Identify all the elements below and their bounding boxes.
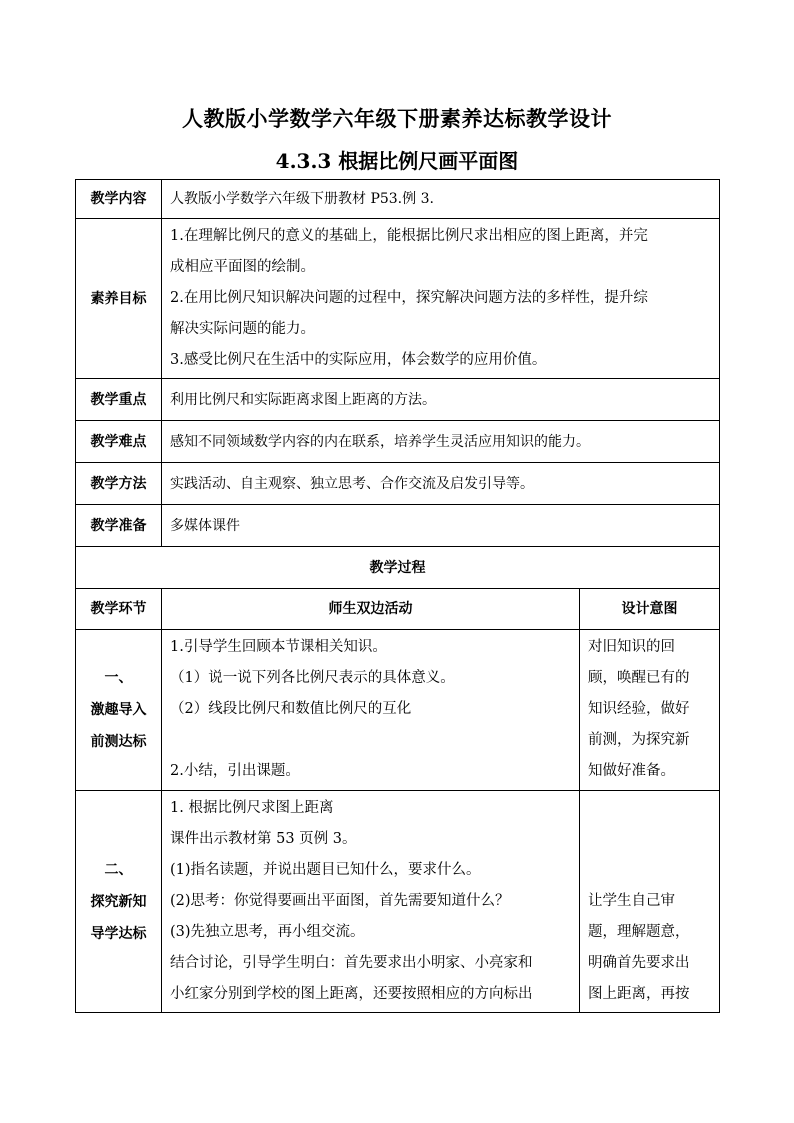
- label-goals: 素养目标: [76, 219, 162, 379]
- stage-2-intent: [580, 791, 720, 1013]
- intent-line: 对旧知识的回: [588, 639, 675, 655]
- activity-line: (2)思考：你觉得要画出平面图，首先需要知道什么？: [170, 893, 510, 909]
- label-method: 教学方法: [76, 463, 162, 505]
- intent-line: 明确首先要求出: [588, 955, 690, 971]
- value-goals: [162, 219, 720, 379]
- stage-1-line: 一、: [104, 670, 133, 686]
- goal-line: 成相应平面图的绘制。: [170, 259, 315, 275]
- row-process-heading: [76, 547, 720, 589]
- value-key: 利用比例尺和实际距离求图上距离的方法。: [162, 379, 720, 421]
- activity-line: （1）说一说下列各比例尺表示的具体意义。: [170, 670, 455, 686]
- label-difficulty: 教学难点: [76, 421, 162, 463]
- row-content: [76, 180, 720, 219]
- lesson-plan-table: [75, 179, 720, 1013]
- process-heading: 教学过程: [76, 547, 720, 589]
- row-method: [76, 463, 720, 505]
- activity-line: 小红家分别到学校的图上距离，还要按照相应的方向标出: [170, 986, 533, 1002]
- intent-line: [588, 793, 711, 824]
- intent-line: 前测，为探究新: [588, 732, 690, 748]
- row-goals: [76, 219, 720, 379]
- stage-2-line: 导学达标: [90, 925, 147, 942]
- label-content: 教学内容: [76, 180, 162, 219]
- intent-line: 图上距离，再按: [588, 986, 690, 1002]
- goal-line: 1.在理解比例尺的意义的基础上，能根据比例尺求出相应的图上距离，并完: [170, 228, 648, 244]
- value-prep: 多媒体课件: [162, 505, 720, 547]
- activity-line: 2.小结，引出课题。: [170, 763, 300, 779]
- row-key: [76, 379, 720, 421]
- stage-1-intent: [580, 630, 720, 791]
- column-header-stage: 教学环节: [76, 589, 162, 630]
- activity-line: （2）线段比例尺和数值比例尺的互化: [170, 701, 412, 717]
- stage-1-label: [76, 630, 162, 791]
- lesson-subtitle: 4.3.3 根据比例尺画平面图: [275, 149, 519, 173]
- column-header-intent: 设计意图: [580, 589, 720, 630]
- activity-line: 1. 根据比例尺求图上距离: [170, 800, 334, 816]
- row-stage-2: [76, 791, 720, 1013]
- intent-line: 让学生自己审: [588, 893, 675, 909]
- intent-line: 题，理解题意，: [588, 924, 690, 940]
- value-difficulty: 感知不同领域数学内容的内在联系，培养学生灵活应用知识的能力。: [162, 421, 720, 463]
- activity-line: 1.引导学生回顾本节课相关知识。: [170, 639, 387, 655]
- stage-1-line: 激趣导入: [90, 702, 147, 718]
- goal-line: 3.感受比例尺在生活中的实际应用，体会数学的应用价值。: [170, 352, 547, 368]
- activity-line: (3)先独立思考，再小组交流。: [170, 924, 365, 940]
- activity-line: [170, 725, 571, 756]
- intent-line: 知做好准备。: [588, 763, 675, 779]
- row-process-columns: [76, 589, 720, 630]
- intent-line: [588, 824, 711, 855]
- intent-line: 顾，唤醒已有的: [588, 670, 690, 686]
- value-content: 人教版小学数学六年级下册教材 P53.例 3.: [162, 180, 720, 219]
- stage-2-line: 二、: [104, 861, 133, 878]
- goal-line: 2.在用比例尺知识解决问题的过程中，探究解决问题方法的多样性，提升综: [170, 290, 648, 306]
- goal-line: 解决实际问题的能力。: [170, 321, 315, 337]
- stage-1-line: 前测达标: [90, 734, 147, 750]
- label-key: 教学重点: [76, 379, 162, 421]
- stage-2-activity: [162, 791, 580, 1013]
- value-method: 实践活动、自主观察、独立思考、合作交流及启发引导等。: [162, 463, 720, 505]
- row-difficulty: [76, 421, 720, 463]
- activity-line: 结合讨论，引导学生明白：首先要求出小明家、小亮家和: [170, 955, 533, 971]
- column-header-activity: 师生双边活动: [162, 589, 580, 630]
- intent-line: 知识经验，做好: [588, 701, 690, 717]
- intent-line: [588, 855, 711, 886]
- document-title: 人教版小学数学六年级下册素养达标教学设计: [182, 106, 612, 131]
- stage-1-activity: [162, 630, 580, 791]
- row-stage-1: [76, 630, 720, 791]
- stage-2-label: [76, 791, 162, 1013]
- label-prep: 教学准备: [76, 505, 162, 547]
- row-prep: [76, 505, 720, 547]
- activity-line: (1)指名读题，并说出题目已知什么，要求什么。: [170, 862, 481, 878]
- stage-2-line: 探究新知: [90, 893, 147, 910]
- activity-line: 课件出示教材第 53 页例 3。: [170, 831, 357, 847]
